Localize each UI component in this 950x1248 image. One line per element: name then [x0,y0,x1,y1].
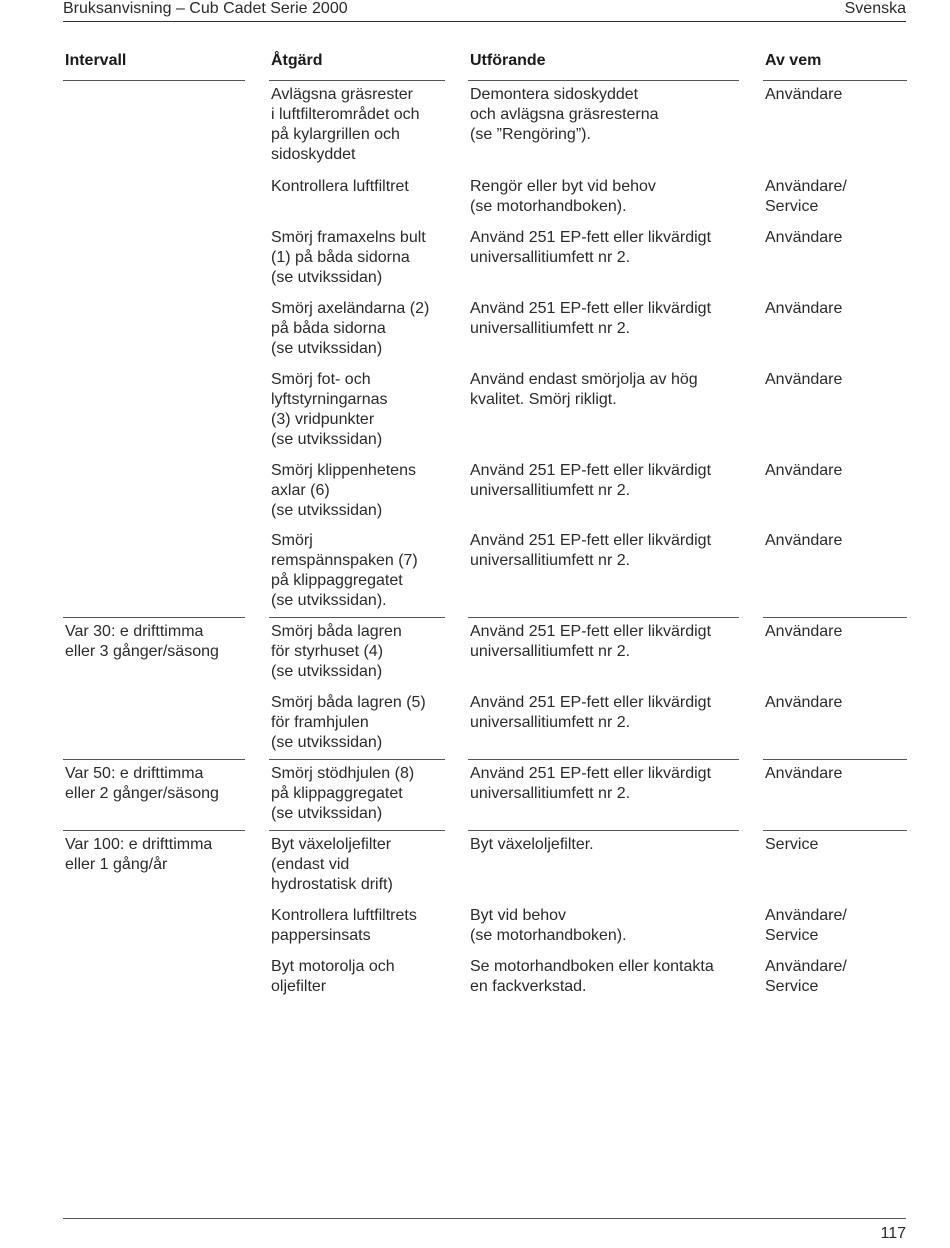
procedure-cell: Använd 251 EP-fett eller likvärdigt universallitiumfett nr 2. [470,694,712,731]
column-header-atgard: Åtgärd [271,52,323,69]
table-rule [63,830,245,831]
column-header-utforande: Utförande [470,52,546,69]
action-cell: Smörj remspännspaken (7) på klippaggregatet (se utvikssidan). [271,532,418,609]
responsible-cell: Användare [765,371,843,388]
interval-label: Var 30: e drifttimma eller 3 gånger/säsong [65,623,219,660]
table-rule [269,80,445,81]
action-cell: Smörj båda lagren för styrhuset (4) (se utvikssidan) [271,623,402,680]
table-rule [63,80,245,81]
responsible-cell: Användare/ Service [765,907,847,944]
responsible-cell: Användare/ Service [765,178,847,215]
column-header-av-vem: Av vem [765,52,822,69]
table-rule [763,80,907,81]
table-rule [63,759,245,760]
action-cell: Smörj fot- och lyftstyrningarnas (3) vridpunkter (se utvikssidan) [271,371,388,448]
language-label: Svenska [844,0,906,17]
table-rule [269,617,445,618]
table-rule [763,617,907,618]
procedure-cell: Demontera sidoskyddet och avlägsna gräsresterna (se ”Rengöring”). [470,86,659,143]
responsible-cell: Användare [765,229,843,246]
procedure-cell: Använd endast smörjolja av hög kvalitet. Smörj rikligt. [470,371,698,408]
procedure-cell: Byt växeloljefilter. [470,836,594,853]
action-cell: Smörj stödhjulen (8) på klippaggregatet (se utvikssidan) [271,765,415,822]
responsible-cell: Service [765,836,819,853]
procedure-cell: Använd 251 EP-fett eller likvärdigt universallitiumfett nr 2. [470,532,712,569]
table-rule [763,830,907,831]
table-rule [763,759,907,760]
responsible-cell: Användare [765,86,843,103]
interval-label: Var 50: e drifttimma eller 2 gånger/säsong [65,765,219,802]
column-header-intervall: Intervall [65,52,127,69]
procedure-cell: Byt vid behov (se motorhandboken). [470,907,627,944]
page-number: 117 [880,1225,906,1242]
table-rule [468,759,739,760]
table-rule [63,617,245,618]
procedure-cell: Använd 251 EP-fett eller likvärdigt universallitiumfett nr 2. [470,462,712,499]
responsible-cell: Användare/ Service [765,958,847,995]
responsible-cell: Användare [765,462,843,479]
procedure-cell: Använd 251 EP-fett eller likvärdigt universallitiumfett nr 2. [470,765,712,802]
table-rule [468,80,739,81]
action-cell: Avlägsna gräsrester i luftfilterområdet och på kylargrillen och sidoskyddet [271,86,420,163]
interval-label: Var 100: e drifttimma eller 1 gång/år [65,836,213,873]
action-cell: Smörj framaxelns bult (1) på båda sidorna (se utvikssidan) [271,229,426,286]
responsible-cell: Användare [765,623,843,640]
responsible-cell: Användare [765,532,843,549]
responsible-cell: Användare [765,694,843,711]
action-cell: Smörj klippenhetens axlar (6) (se utvikssidan) [271,462,416,519]
action-cell: Smörj axeländarna (2) på båda sidorna (se utvikssidan) [271,300,430,357]
action-cell: Smörj båda lagren (5) för framhjulen (se utvikssidan) [271,694,426,751]
procedure-cell: Rengör eller byt vid behov (se motorhandboken). [470,178,656,215]
action-cell: Kontrollera luftfiltrets pappersinsats [271,907,417,944]
footer-rule [63,1218,906,1219]
procedure-cell: Använd 251 EP-fett eller likvärdigt universallitiumfett nr 2. [470,623,712,660]
manual-title: Bruksanvisning – Cub Cadet Serie 2000 [63,0,348,17]
responsible-cell: Användare [765,765,843,782]
procedure-cell: Använd 251 EP-fett eller likvärdigt universallitiumfett nr 2. [470,300,712,337]
procedure-cell: Använd 251 EP-fett eller likvärdigt universallitiumfett nr 2. [470,229,712,266]
action-cell: Byt motorolja och oljefilter [271,958,395,995]
table-rule [468,830,739,831]
table-rule [468,617,739,618]
table-rule [269,830,445,831]
responsible-cell: Användare [765,300,843,317]
page-header [63,0,906,22]
action-cell: Byt växeloljefilter (endast vid hydrostatisk drift) [271,836,393,893]
action-cell: Kontrollera luftfiltret [271,178,409,195]
procedure-cell: Se motorhandboken eller kontakta en fackverkstad. [470,958,714,995]
table-rule [269,759,445,760]
